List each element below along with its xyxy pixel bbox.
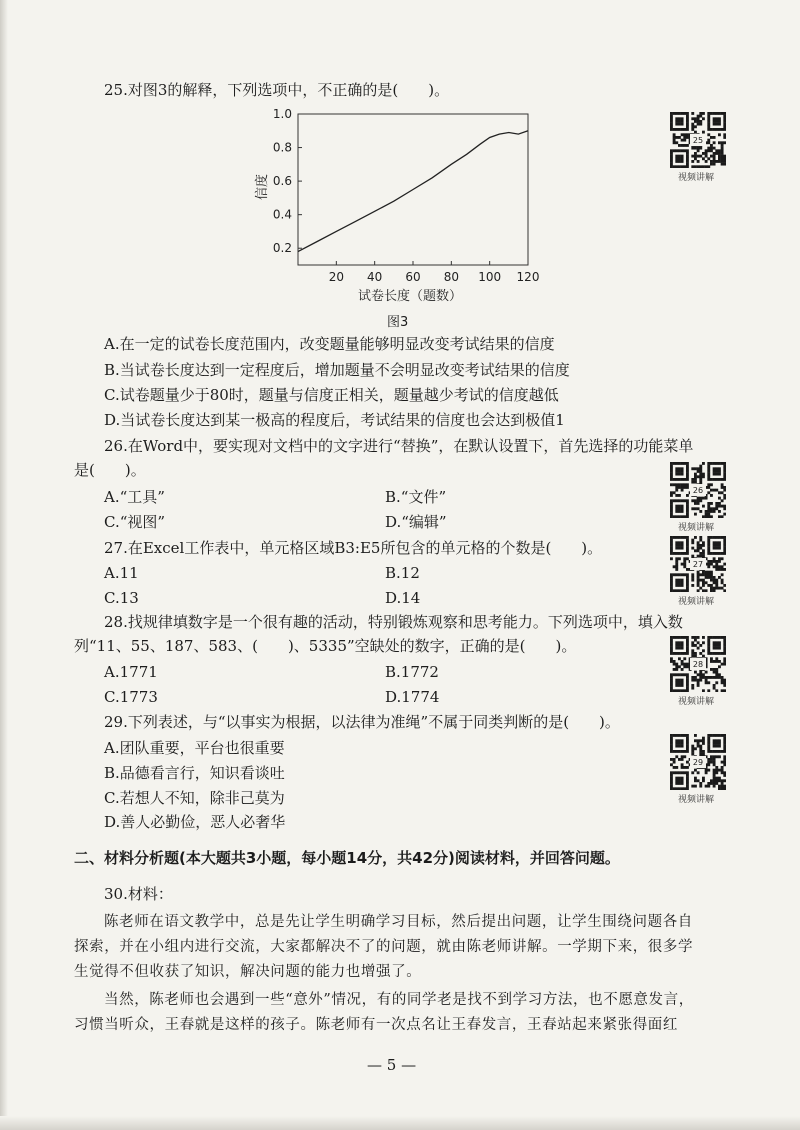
chart-x-tick-label: 40 [367,270,383,284]
q25-stem: 25.对图3的解释，下列选项中，不正确的是( )。 [104,81,450,99]
q28-option-d: D.1774 [385,688,440,706]
q26-option-b: B.“文件” [385,488,447,506]
q27-option-d: D.14 [385,589,421,607]
chart-x-tick-label: 120 [516,270,540,284]
qr-caption: 视频讲解 [678,597,715,607]
q28-option-c: C.1773 [104,688,158,706]
qr-code-number: 26 [692,486,704,495]
q29-option-c: C.若想人不知，除非己莫为 [104,789,285,807]
qr-code-number: 27 [692,560,704,569]
qr-caption: 视频讲解 [678,523,715,533]
chart-x-axis-label: 试卷长度（题数） [357,289,463,304]
q25-option-b: B.当试卷长度达到一定程度后，增加题量不会明显改变考试结果的信度 [104,361,570,379]
qr-code[interactable] [670,112,726,168]
chart-y-tick-label: 0.2 [272,241,292,256]
q30-label: 30.材料： [104,885,173,903]
q26-option-a: A.“工具” [104,488,165,506]
q28-stem-line2: 列“11、55、187、583、( )、5335”空缺处的数字，正确的是( )。 [74,637,577,655]
q29-stem: 29.下列表述，与“以事实为根据，以法律为准绳”不属于同类判断的是( )。 [104,713,620,731]
qr-caption: 视频讲解 [678,697,715,707]
qr-code-number: 29 [692,758,704,767]
qr-code-icon [670,536,726,592]
chart-y-tick-label: 0.8 [272,140,292,155]
page-shadow-bottom [0,1116,800,1130]
qr-code-icon [670,112,726,168]
q25-option-c: C.试卷题量少于80时，题量与信度正相关，题量越少考试的信度越低 [104,386,559,404]
page-number: — 5 — [367,1056,417,1074]
q28-option-a: A.1771 [104,663,158,681]
q26-stem-line1: 26.在Word中，要实现对文档中的文字进行“替换”，在默认设置下，首先选择的功能菜单 [104,437,694,455]
chart-x-tick-label: 100 [478,270,502,284]
qr-code[interactable] [670,636,726,692]
q28-stem-line1: 28.找规律填数字是一个很有趣的活动，特别锻炼观察和思考能力。下列选项中，填入数 [104,613,683,631]
q29-option-a: A.团队重要，平台也很重要 [104,739,285,757]
q29-option-d: D.善人必勤俭，恶人必奢华 [104,813,286,831]
q30-paragraph-line: 生觉得不但收获了知识，解决问题的能力也增强了。 [74,964,422,980]
q27-option-b: B.12 [385,564,420,582]
q25-option-d: D.当试卷长度达到某一极高的程度后，考试结果的信度也会达到极值1 [104,411,565,429]
chart-y-axis-label: 信度 [255,173,270,201]
q26-option-d: D.“编辑” [385,513,447,531]
qr-code-icon [670,462,726,518]
chart-y-tick-label: 0.4 [272,207,292,222]
reliability-line-chart [240,100,550,310]
q26-option-c: C.“视图” [104,513,166,531]
q27-stem: 27.在Excel工作表中，单元格区域B3:E5所包含的单元格的个数是( )。 [104,539,603,557]
qr-code-number: 28 [692,660,704,669]
q30-paragraph-line: 当然，陈老师也会遇到一些“意外”情况，有的同学老是找不到学习方法，也不愿意发言， [104,992,694,1008]
chart-y-tick-label: 1.0 [272,107,292,121]
q26-stem-line2: 是( )。 [74,461,146,479]
qr-code-icon [670,734,726,790]
chart-x-tick-label: 20 [328,270,344,284]
chart-x-tick-label: 60 [405,270,421,284]
q30-paragraph-line: 习惯当听众，王春就是这样的孩子。陈老师有一次点名让王春发言，王春站起来紧张得面红 [74,1017,678,1033]
chart-series-reliability [298,131,528,252]
qr-code[interactable] [670,536,726,592]
chart-x-tick-label: 80 [443,270,459,284]
q29-option-b: B.品德看言行，知识看谈吐 [104,764,285,782]
qr-code[interactable] [670,734,726,790]
qr-caption: 视频讲解 [678,795,715,805]
page-shadow-left [0,0,8,1130]
qr-code[interactable] [670,462,726,518]
q28-option-b: B.1772 [385,663,439,681]
q30-paragraph-line: 探索，并在小组内进行交流，大家都解决不了的问题，就由陈老师讲解。一学期下来，很多学 [74,939,694,955]
qr-code-number: 25 [692,136,704,145]
q25-option-a: A.在一定的试卷长度范围内，改变题量能够明显改变考试结果的信度 [104,335,555,353]
section-2-heading: 二、材料分析题(本大题共3小题，每小题14分，共42分)阅读材料，并回答问题。 [74,849,620,867]
q27-option-a: A.11 [104,564,139,582]
qr-code-icon [670,636,726,692]
q27-option-c: C.13 [104,589,139,607]
figure-caption: 图3 [387,315,409,330]
chart-y-tick-label: 0.6 [272,174,292,189]
q30-paragraph-line: 陈老师在语文教学中，总是先让学生明确学习目标，然后提出问题，让学生围绕问题各自 [104,914,693,930]
qr-caption: 视频讲解 [678,173,715,183]
